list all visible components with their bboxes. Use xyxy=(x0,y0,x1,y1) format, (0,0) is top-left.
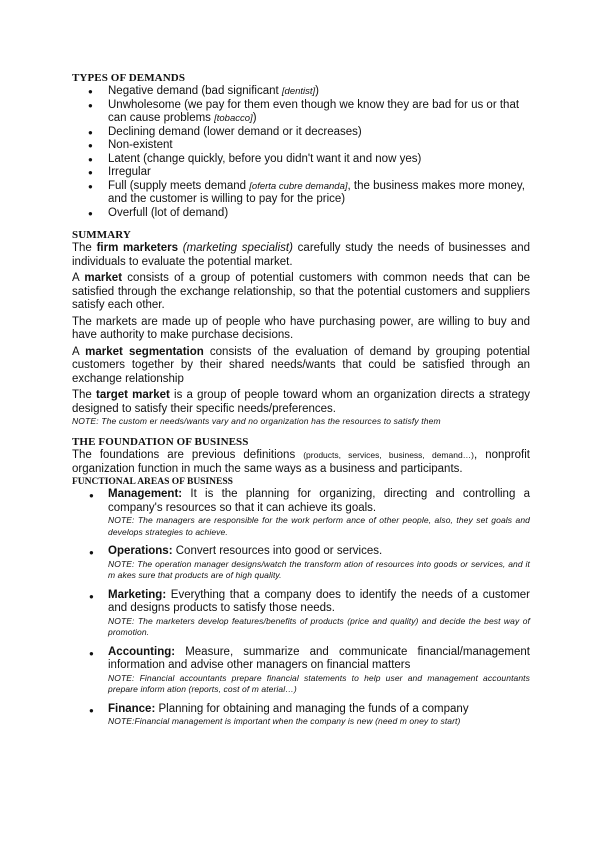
foundation-section xyxy=(72,436,530,728)
foundation-paragraph: The foundations are previous definitions (products, services, business, demand…), nonprofit organization function in much the same ways as a business and participants. xyxy=(72,449,530,475)
summary-section xyxy=(72,229,530,427)
summary-heading: SUMMARY xyxy=(72,229,131,241)
functional-areas-list xyxy=(72,488,530,728)
types-of-demands-heading: TYPES OF DEMANDS xyxy=(72,72,186,84)
summary-paragraph-firm-marketers: The firm marketers (marketing specialist) carefully study the needs of businesses and individuals to evaluate the potential market. xyxy=(72,242,531,268)
list-item: ● Latent (change quickly, before you didn't want it and now yes) xyxy=(72,153,530,167)
summary-paragraph-target-market: The target market is a group of people toward whom an organization directs a strategy designed to satisfy their specific needs/preferences. xyxy=(72,389,530,415)
list-item: ● Negative demand (bad significant [dentist]) xyxy=(72,85,530,99)
demand-types-list xyxy=(72,85,530,220)
foundation-heading: THE FOUNDATION OF BUSINESS xyxy=(72,436,249,448)
summary-paragraph-segmentation: A market segmentation consists of the evaluation of demand by grouping potential customers together by their shared needs/wants that could be satisfied through an exchange relationship xyxy=(72,345,530,385)
list-item: ● Overfull (lot of demand) xyxy=(72,207,530,221)
list-item: ● Irregular xyxy=(72,166,530,180)
area-item-accounting: ● Accounting: Measure, summarize and communicate financial/management information and advise other managers on financial matters NOTE: Financial accountants prepare financial statements to help user and management accountants prepare inform ation (reports, cost of m aterial…) xyxy=(72,646,530,696)
list-item: ● Unwholesome (we pay for them even though we know they are bad for us or that can cause problems [tobacco]) xyxy=(72,99,530,126)
area-item-marketing: ● Marketing: Everything that a company does to identify the needs of a customer and designs products to satisfy those needs. NOTE: The marketers develop features/benefits of products (price and quality) and decide the best way of promotion. xyxy=(72,589,530,639)
area-item-operations: ● Operations: Convert resources into good or services. NOTE: The operation manager designs/watch the transform ation of resources into goods or services, and it m akes sure that products are of high quality. xyxy=(72,545,530,582)
summary-paragraph-markets: The markets are made up of people who have purchasing power, are willing to buy and have authority to make purchase decisions. xyxy=(72,315,530,341)
functional-areas-heading: FUNCTIONAL AREAS OF BUSINESS xyxy=(72,477,233,487)
list-item: ● Full (supply meets demand [oferta cubre demanda], the business makes more money, and the customer is willing to pay for the price) xyxy=(72,180,530,207)
list-item: ● Declining demand (lower demand or it decreases) xyxy=(72,126,530,140)
list-item: ● Non-existent xyxy=(72,139,530,153)
area-item-finance: ● Finance: Planning for obtaining and managing the funds of a company NOTE:Financial management is important when the company is new (need m oney to start) xyxy=(72,703,530,728)
summary-paragraph-market: A market consists of a group of potential customers with common needs that can be satisfied through the exchange relationship, so that the potential customers and suppliers satisfy each other. xyxy=(72,272,531,311)
summary-note: NOTE: The custom er needs/wants vary and no organization has the resources to satisfy them xyxy=(72,416,441,426)
area-item-management: ● Management: It is the planning for organizing, directing and controlling a company's resources so that it can achieve its goals. NOTE: The managers are responsible for the work perform ance of other people, also, they set goals and develops strategies to achieve. xyxy=(72,488,530,538)
